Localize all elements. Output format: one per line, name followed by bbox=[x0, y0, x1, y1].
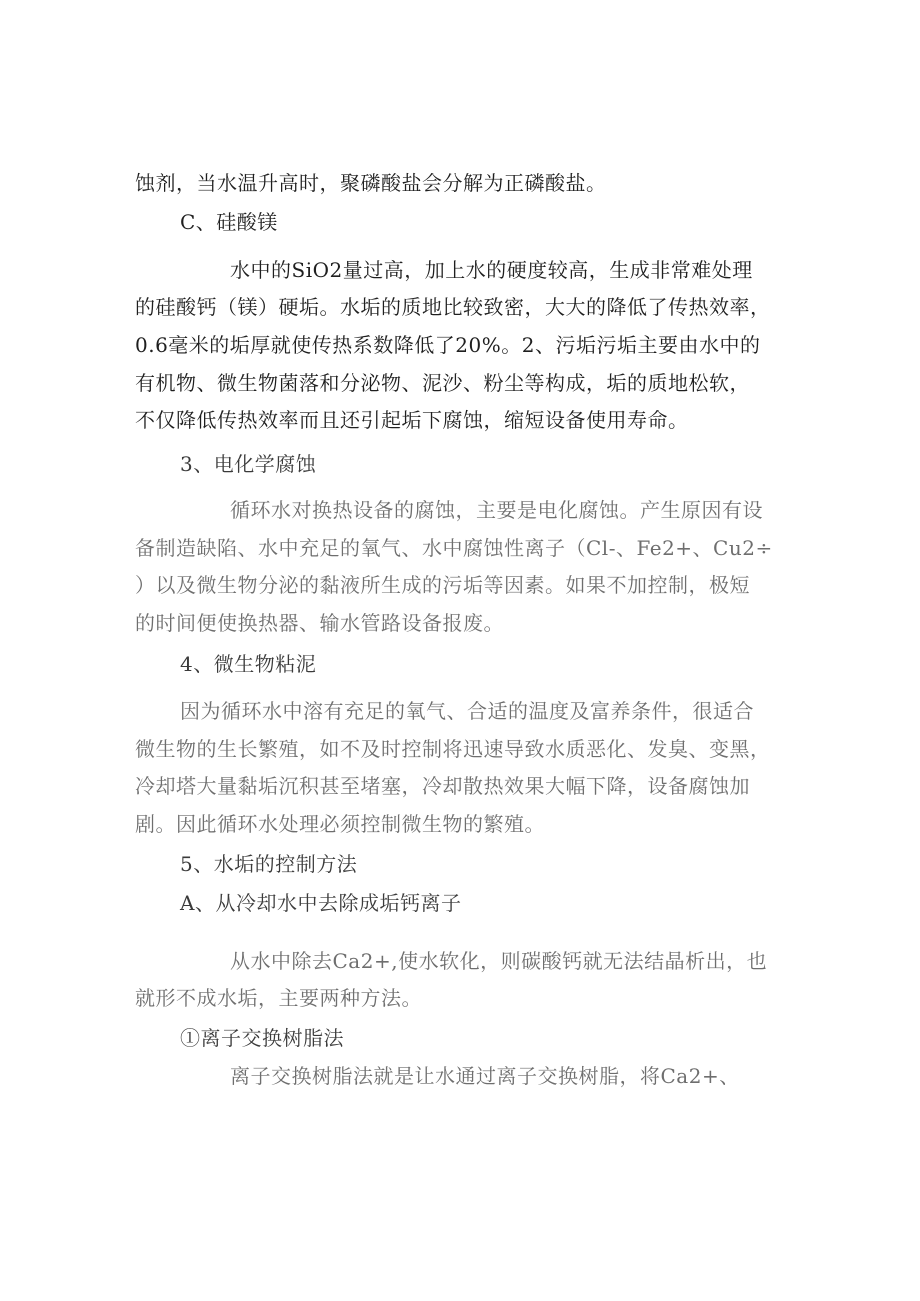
section-heading-5: 5、水垢的控制方法 bbox=[180, 852, 358, 876]
paragraph-line: 循环水对换热设备的腐蚀，主要是电化腐蚀。产生原因有设 bbox=[230, 498, 763, 522]
paragraph-line: 不仅降低传热效率而且还引起垢下腐蚀，缩短设备使用寿命。 bbox=[135, 408, 689, 432]
paragraph-line: 有机物、微生物菌落和分泌物、泥沙、粉尘等构成，垢的质地松软， bbox=[135, 371, 750, 395]
section-heading-c: C、硅酸镁 bbox=[180, 210, 278, 234]
paragraph-line: 蚀剂，当水温升高时，聚磷酸盐会分解为正磷酸盐。 bbox=[135, 171, 607, 195]
paragraph-line: 离子交换树脂法就是让水通过离子交换树脂，将Ca2+、 bbox=[230, 1064, 740, 1088]
paragraph-line: 的时间便使换热器、输水管路设备报废。 bbox=[135, 611, 504, 635]
paragraph-line: 就形不成水垢，主要两种方法。 bbox=[135, 986, 422, 1010]
paragraph-line: 从水中除去Ca2+,使水软化，则碳酸钙就无法结晶析出，也 bbox=[230, 949, 768, 973]
paragraph-line: 的硅酸钙（镁）硬垢。水垢的质地比较致密，大大的降低了传热效率， bbox=[135, 295, 771, 319]
paragraph-line: 水中的SiO2量过高，加上水的硬度较高，生成非常难处理 bbox=[230, 258, 753, 282]
paragraph-line: ）以及微生物分泌的黏液所生成的污垢等因素。如果不加控制，极短 bbox=[135, 573, 750, 597]
paragraph-line: 因为循环水中溶有充足的氧气、合适的温度及富养条件，很适合 bbox=[180, 699, 754, 723]
paragraph-line: 剧。因此循环水处理必须控制微生物的繁殖。 bbox=[135, 812, 545, 836]
paragraph-line: 0.6毫米的垢厚就使传热系数降低了20%。2、污垢污垢主要由水中的 bbox=[135, 333, 761, 357]
paragraph-line: 微生物的生长繁殖，如不及时控制将迅速导致水质恶化、发臭、变黑， bbox=[135, 737, 771, 761]
subsection-heading-resin: ①离子交换树脂法 bbox=[180, 1026, 344, 1050]
subsection-heading-a: A、从冷却水中去除成垢钙离子 bbox=[180, 891, 462, 915]
section-heading-3: 3、电化学腐蚀 bbox=[180, 452, 317, 476]
paragraph-line: 备制造缺陷、水中充足的氧气、水中腐蚀性离子（Cl-、Fe2+、Cu2÷ bbox=[135, 536, 773, 560]
paragraph-line: 冷却塔大量黏垢沉积甚至堵塞，冷却散热效果大幅下降，设备腐蚀加 bbox=[135, 774, 750, 798]
section-heading-4: 4、微生物粘泥 bbox=[180, 652, 317, 676]
